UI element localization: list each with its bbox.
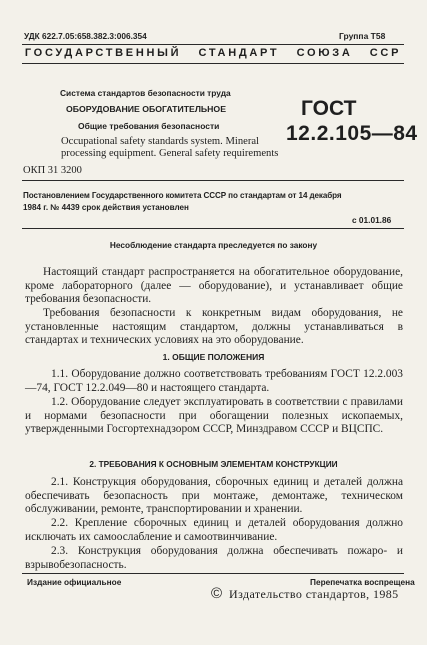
title-block-rule <box>22 180 404 181</box>
section-1-paragraph-1: 1.1. Оборудование должно соответствовать требованиям ГОСТ 12.2.003—74, ГОСТ 12.2.049—80 и настоящего стандарта. <box>25 368 403 394</box>
intro-paragraph-1: Настоящий стандарт распространяется на обогатительное оборудование, кроме лабораторного (далее — оборудование), и устанавливает общие требования безопасности. <box>25 266 403 306</box>
section-2-paragraph-1: 2.1. Конструкция оборудования, сборочных единиц и деталей должна обеспечивать безопасность при монтаже, демонтаже, техническом обслуживании, ремонте, транспортировании и хранении. <box>25 476 403 516</box>
copyright-symbol: © <box>211 585 223 602</box>
english-title-line1: Occupational safety standards system. Mineral <box>61 136 259 147</box>
state-standard-banner: ГОСУДАРСТВЕННЫЙ СТАНДАРТ СОЮЗА ССР <box>24 47 402 59</box>
section-2-title: 2. ТРЕБОВАНИЯ К ОСНОВНЫМ ЭЛЕМЕНТАМ КОНСТРУКЦИИ <box>89 459 338 469</box>
section-2-paragraph-2: 2.2. Крепление сборочных единиц и деталей оборудования должно исключать их самоослабление и самоотвинчивание. <box>25 517 403 543</box>
reprint-prohibited: Перепечатка воспрещена <box>310 577 415 587</box>
equipment-title: ОБОРУДОВАНИЕ ОБОГАТИТЕЛЬНОЕ <box>66 104 226 114</box>
official-edition: Издание официальное <box>27 577 122 587</box>
decree-line-1: Постановлением Государственного комитета СССР по стандартам от 14 декабря <box>23 191 342 200</box>
okp-code: ОКП 31 3200 <box>23 165 82 176</box>
udk-code: УДК 622.7.05:658.382.3:006.354 <box>24 31 147 41</box>
decree-line-2: 1984 г. № 4439 срок действия установлен <box>23 203 189 212</box>
section-2-paragraph-3: 2.3. Конструкция оборудования должна обеспечивать пожаро- и взрывобезопасность. <box>25 545 403 571</box>
section-1-paragraph-2: 1.2. Оборудование следует эксплуатировать в соответствии с правилами и нормами безопасности при обогащении полезных ископаемых, утвержденными Госгортехнадзором СССР, Минздравом СССР и ВЦСПС. <box>25 396 403 436</box>
section-1-title: 1. ОБЩИЕ ПОЛОЖЕНИЯ <box>162 352 265 362</box>
system-title: Система стандартов безопасности труда <box>60 88 231 98</box>
gost-label: ГОСТ <box>301 97 357 120</box>
header-rule-top <box>22 44 404 45</box>
english-title <box>61 136 278 161</box>
intro-paragraph-2: Требования безопасности к конкретным видам оборудования, не установленные настоящим стандартом, должны устанавливаться в стандартах и технических условиях на это оборудование. <box>25 307 403 347</box>
group-code: Группа Т58 <box>339 31 386 41</box>
warning-notice: Несоблюдение стандарта преследуется по закону <box>109 240 318 250</box>
gost-number: 12.2.105—84 <box>286 122 418 145</box>
english-title-line2: processing equipment. General safety requirements <box>61 148 279 160</box>
decree-rule <box>22 228 404 229</box>
requirements-title: Общие требования безопасности <box>78 121 220 131</box>
header-rule-bottom <box>22 63 404 64</box>
publisher-line: Издательство стандартов, 1985 <box>229 587 399 601</box>
footer-rule <box>22 573 404 574</box>
effective-date: с 01.01.86 <box>352 215 392 225</box>
